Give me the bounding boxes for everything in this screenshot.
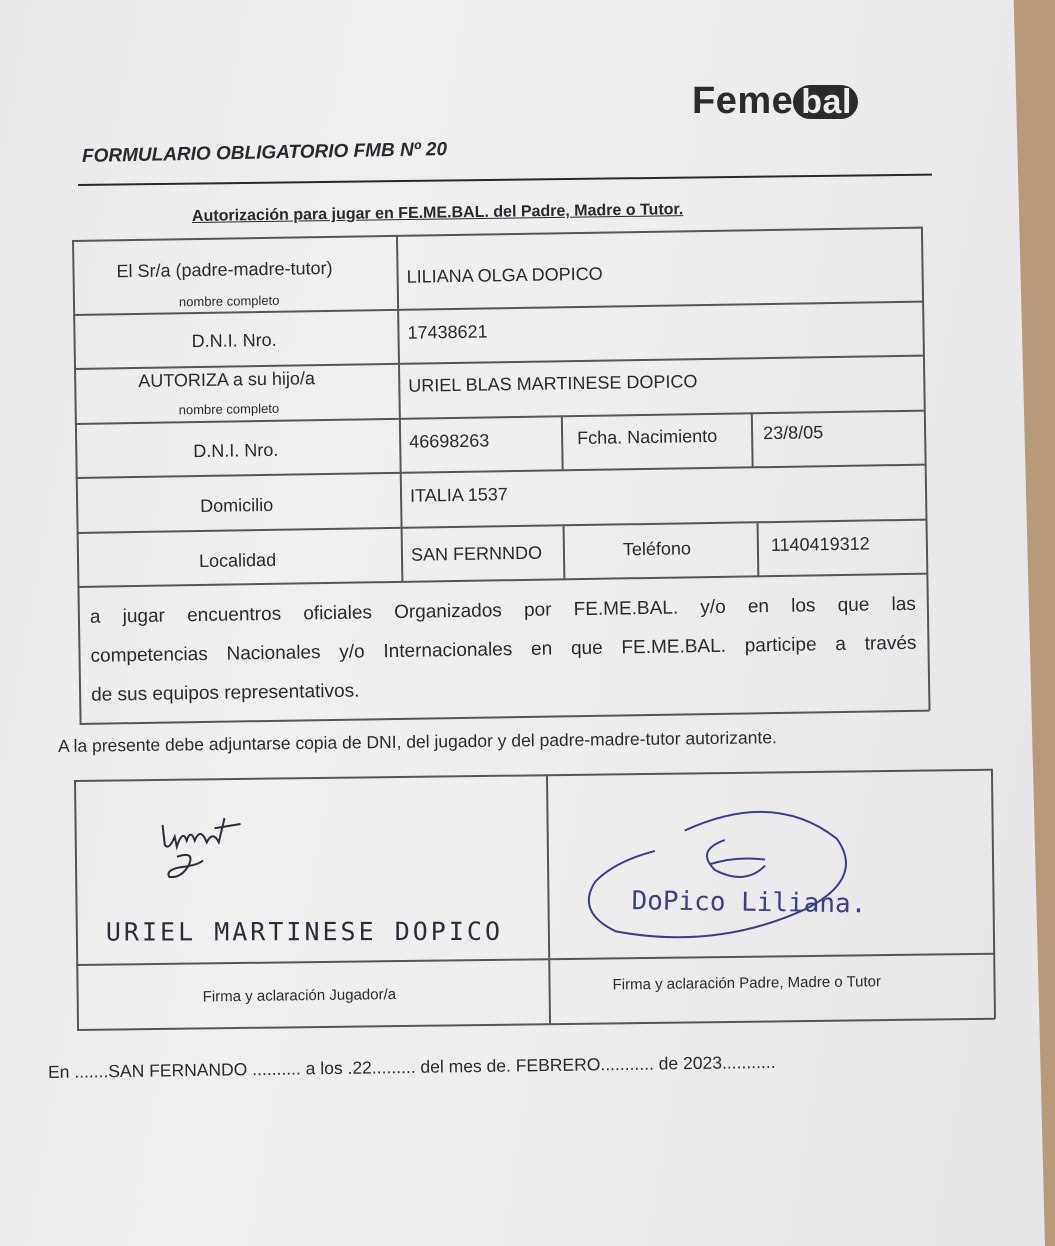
authorization-paragraph-line2: competencias Nacionales y/o Internacionales en que FE.ME.BAL. participe a través [90,632,917,667]
footer-mid1: .......... a los . [247,1057,353,1080]
footer-year: 2023 [682,1052,723,1074]
guardian-signature-scribble [574,787,956,962]
birth-date-label: Fcha. Nacimiento [577,425,718,449]
birth-date-value: 23/8/05 [762,422,824,444]
logo-badge: bal [793,85,858,119]
attachment-note: A la presente debe adjuntarse copia de DNI, del jugador y del padre-madre-tutor autorizante. [57,727,777,756]
footer-place: SAN FERNANDO [108,1059,248,1082]
phone-value: 1140419312 [770,533,870,556]
footer-mid3: ........... de [600,1053,684,1075]
footer-month: FEBRERO [515,1054,601,1076]
form-title: FORMULARIO OBLIGATORIO FMB Nº 20 [81,138,448,167]
player-signature-label: Firma y aclaración Jugador/a [202,986,397,1006]
guardian-sublabel: nombre completo [178,292,280,310]
footer-mid2: ......... del mes de. [371,1055,516,1078]
city-label: Localidad [198,549,277,572]
player-signature-scribble [154,806,265,887]
address-value: ITALIA 1537 [409,484,508,506]
child-name-value: URIEL BLAS MARTINESE DOPICO [408,371,698,396]
guardian-dni-value: 17438621 [407,321,488,343]
child-sublabel: nombre completo [178,400,280,418]
logo-text: Feme [692,80,794,122]
guardian-dni-label: D.N.I. Nro. [191,329,277,352]
address-label: Domicilio [200,494,274,517]
femebal-logo [692,80,858,123]
signature-table [74,780,992,1030]
authorization-paragraph-line3: de sus equipos representativos. [90,680,360,706]
guardian-label: El Sr/a (padre-madre-tutor) [116,257,333,282]
authorization-table [72,240,922,724]
phone-label: Teléfono [622,538,692,560]
guardian-clarification: DoPico Liliana. [631,886,867,920]
guardian-signature-label: Firma y aclaración Padre, Madre o Tutor [612,973,882,994]
child-dni-label: D.N.I. Nro. [193,439,279,462]
player-clarification: URIEL MARTINESE DOPICO [105,916,504,947]
guardian-name-value: LILIANA OLGA DOPICO [406,263,603,287]
authorize-label: AUTORIZA a su hijo/a [138,368,316,391]
city-value: SAN FERNNDO [410,542,543,565]
child-dni-value: 46698263 [409,430,490,452]
footer-suffix: ........... [721,1051,776,1073]
footer-prefix: En ....... [47,1061,109,1082]
footer-day: 22 [352,1057,372,1078]
authorization-paragraph-line1: a jugar encuentros oficiales Organizados por FE.ME.BAL. y/o en los que las [89,593,916,628]
form-subtitle: Autorización para jugar en FE.ME.BAL. del Padre, Madre o Tutor. [191,201,684,225]
